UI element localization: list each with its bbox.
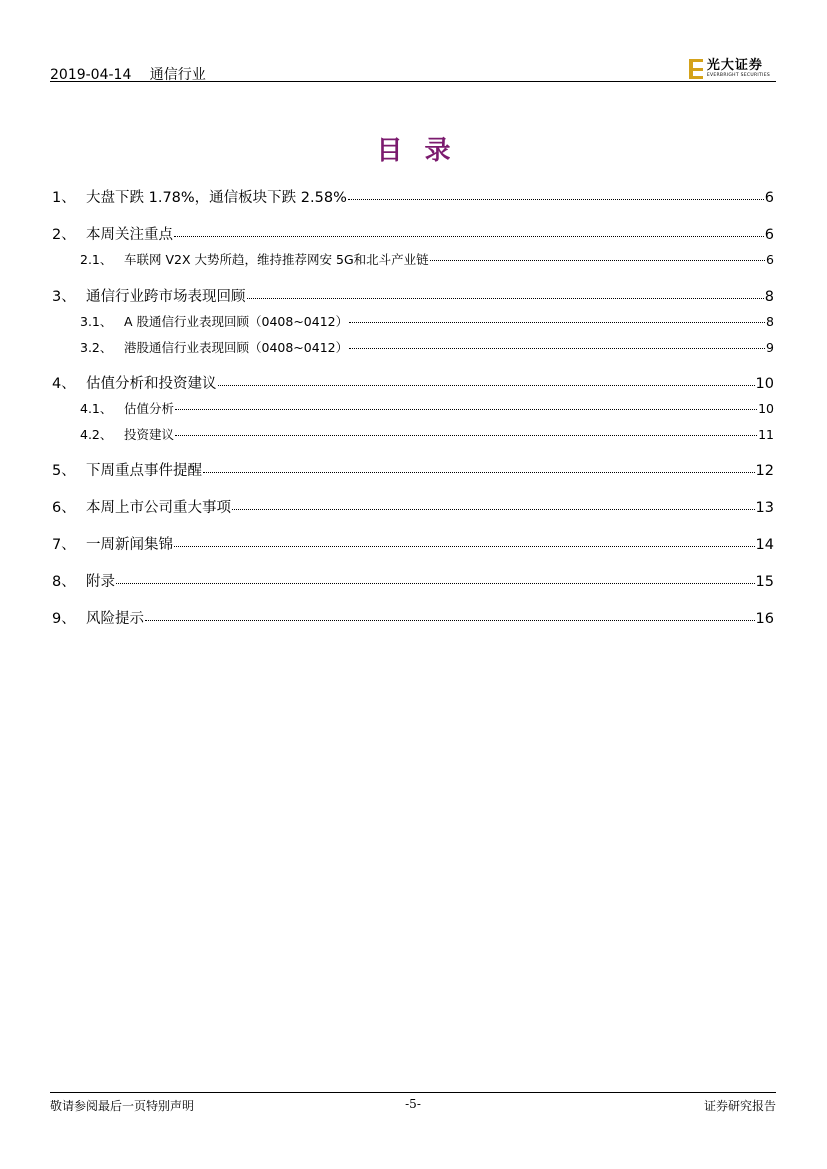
toc-entry[interactable] — [52, 459, 774, 480]
toc-entry-title: 一周新闻集锦 — [86, 537, 173, 553]
toc-entry-title: 下周重点事件提醒 — [86, 463, 202, 479]
toc-dot-leader — [174, 546, 755, 547]
toc-entry[interactable] — [52, 338, 774, 356]
page-header — [50, 58, 776, 82]
toc-title: 目录 — [376, 136, 473, 166]
toc-entry[interactable] — [52, 607, 774, 628]
toc-entry-number: 8、 — [52, 574, 76, 590]
company-logo — [689, 58, 770, 80]
footer-report-type: 证券研究报告 — [703, 1099, 776, 1113]
toc-entry[interactable] — [52, 186, 774, 207]
toc-entry-number: 4.2、 — [80, 427, 113, 442]
toc-entry-number: 3.1、 — [80, 314, 113, 329]
toc-entry-title: 估值分析 — [124, 401, 175, 416]
toc-entry-title: 大盘下跌 1.78%，通信板块下跌 2.58% — [86, 190, 347, 206]
toc-entry[interactable] — [52, 533, 774, 554]
toc-entry-title: 本周上市公司重大事项 — [86, 500, 231, 516]
toc-dot-leader — [145, 620, 755, 621]
toc-entry-page: 13 — [755, 500, 774, 516]
toc-entry-number: 4、 — [52, 376, 76, 392]
toc-entry-number: 7、 — [52, 537, 76, 553]
toc-dot-leader — [116, 583, 755, 584]
toc-entry-title: 车联网 V2X 大势所趋，维持推荐网安 5G和北斗产业链 — [124, 252, 429, 267]
toc-entry-page: 16 — [755, 611, 774, 627]
toc-dot-leader — [175, 435, 757, 436]
toc-entry[interactable] — [52, 570, 774, 591]
toc-entry-number: 3.2、 — [80, 340, 113, 355]
toc-entry-page: 6 — [764, 227, 774, 243]
page-number: -5- — [405, 1097, 421, 1111]
toc-entry-title: 附录 — [86, 574, 115, 590]
toc-entry-page: 8 — [766, 314, 774, 329]
toc-entry-page: 15 — [755, 574, 774, 590]
logo-cn-text: 光大证券 — [706, 58, 763, 74]
footer-disclaimer: 敬请参阅最后一页特别声明 — [50, 1099, 195, 1113]
toc-entry-page: 9 — [766, 340, 774, 355]
header-date-industry: 2019-04-14 通信行业 — [50, 67, 206, 83]
toc-entry-number: 1、 — [52, 190, 76, 206]
toc-entry-number: 3、 — [52, 289, 76, 305]
toc-entry-number: 5、 — [52, 463, 76, 479]
toc-entry[interactable] — [52, 372, 774, 393]
toc-entry-page: 6 — [766, 252, 774, 267]
toc-entry[interactable] — [52, 250, 774, 268]
header-rule — [50, 81, 776, 82]
toc-entry-number: 6、 — [52, 500, 76, 516]
toc-dot-leader — [175, 409, 757, 410]
toc-entry-title: 本周关注重点 — [86, 227, 173, 243]
toc-entry-page: 10 — [755, 376, 774, 392]
toc-entry-page: 11 — [758, 427, 774, 442]
toc-dot-leader — [232, 509, 755, 510]
toc-dot-leader — [247, 298, 764, 299]
toc-dot-leader — [203, 472, 755, 473]
toc-entry-page: 12 — [755, 463, 774, 479]
toc-dot-leader — [430, 260, 765, 261]
toc-entry-title: 港股通信行业表现回顾（0408~0412） — [124, 340, 349, 355]
toc-entry-title: 通信行业跨市场表现回顾 — [86, 289, 246, 305]
toc-entry[interactable] — [52, 425, 774, 443]
logo-e-icon — [689, 59, 703, 79]
toc-entry-number: 2.1、 — [80, 252, 113, 267]
toc-entry-number: 4.1、 — [80, 401, 113, 416]
footer-rule — [50, 1092, 776, 1093]
toc-entry-page: 10 — [758, 401, 774, 416]
toc-entry[interactable] — [52, 312, 774, 330]
toc-entry-page: 8 — [764, 289, 774, 305]
toc-dot-leader — [218, 385, 755, 386]
page-footer — [50, 1097, 776, 1115]
logo-en-text: EVERBRIGHT SECURITIES — [706, 73, 770, 79]
toc-entry-page: 6 — [764, 190, 774, 206]
toc-entry[interactable] — [52, 285, 774, 306]
toc-entry-title: 估值分析和投资建议 — [86, 376, 217, 392]
toc-entry-title: 风险提示 — [86, 611, 144, 627]
toc-dot-leader — [349, 322, 765, 323]
toc-dot-leader — [348, 199, 764, 200]
toc-dot-leader — [349, 348, 765, 349]
toc-entry-page: 14 — [755, 537, 774, 553]
toc-entry[interactable] — [52, 223, 774, 244]
toc-entry[interactable] — [52, 399, 774, 417]
toc-entry-number: 9、 — [52, 611, 76, 627]
toc-dot-leader — [174, 236, 764, 237]
toc-entry-title: A 股通信行业表现回顾（0408~0412） — [124, 314, 349, 329]
toc-entry-title: 投资建议 — [124, 427, 175, 442]
toc-entry[interactable] — [52, 496, 774, 517]
toc-entry-number: 2、 — [52, 227, 76, 243]
